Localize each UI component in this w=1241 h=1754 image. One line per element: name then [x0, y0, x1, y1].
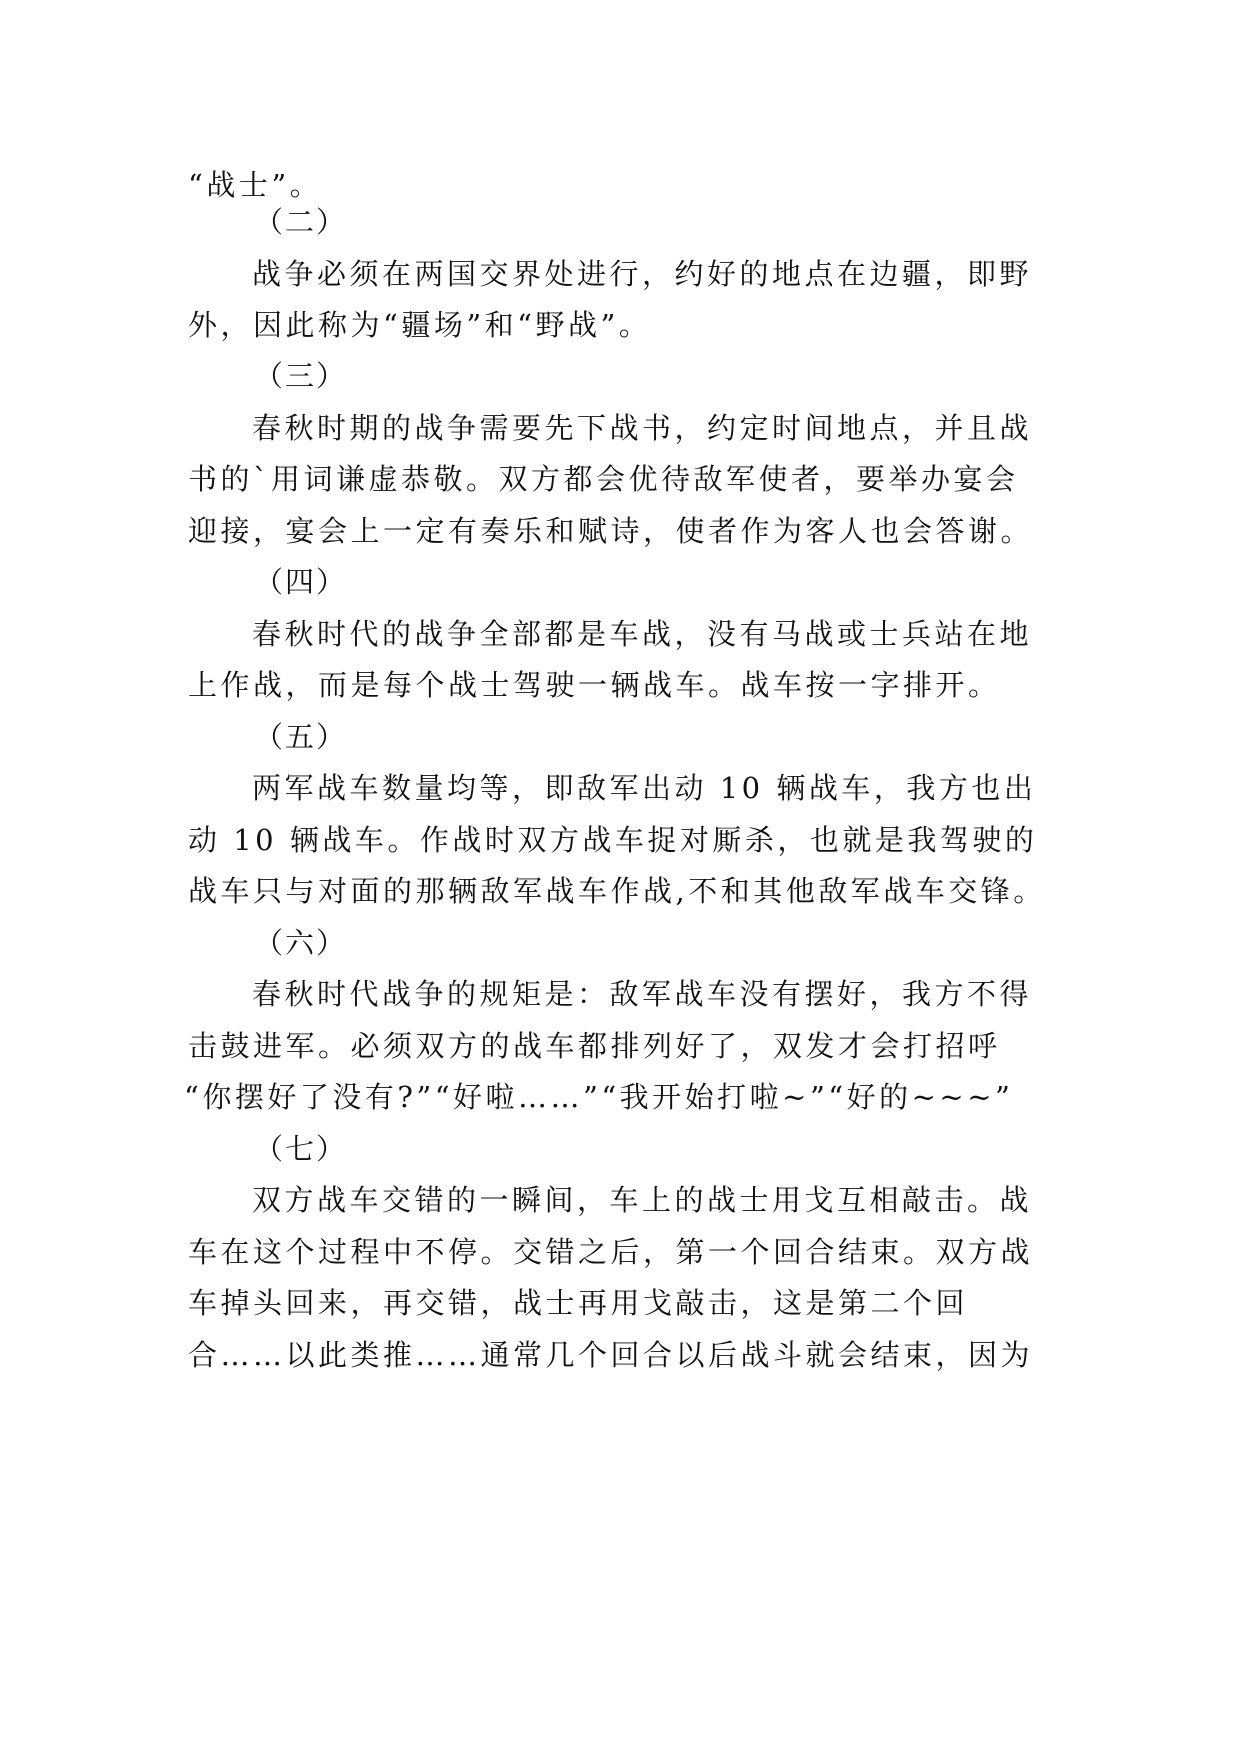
paragraph-line: 战争必须在两国交界处进行，约好的地点在边疆，即野 — [252, 257, 1033, 291]
paragraph-line: 书的`用词谦虚恭敬。双方都会优待敌军使者，要举办宴会 — [188, 462, 1019, 496]
paragraph-line: 战车只与对面的那辆敌军战车作战,不和其他敌军战车交锋。 — [188, 874, 1046, 908]
section-heading-7: （七） — [254, 1132, 348, 1166]
paragraph-line: 双方战车交错的一瞬间，车上的战士用戈互相敲击。战 — [252, 1183, 1033, 1217]
section-heading-6: （六） — [254, 926, 348, 960]
paragraph-line: 击鼓进军。必须双方的战车都排列好了，双发才会打招呼 — [188, 1029, 1001, 1063]
paragraph-line: 春秋时代的战争全部都是车战，没有马战或士兵站在地 — [252, 617, 1033, 651]
paragraph-line: 外，因此称为“疆场”和“野战”。 — [188, 308, 652, 342]
paragraph-line: 动 10 辆战车。作战时双方战车捉对厮杀，也就是我驾驶的 — [188, 823, 1038, 857]
paragraph-line: 车掉头回来，再交错，战士再用戈敲击，这是第二个回 — [188, 1286, 969, 1320]
section-heading-2: （二） — [254, 205, 348, 239]
paragraph-line: 春秋时代战争的规矩是：敌军战车没有摆好，我方不得 — [252, 977, 1033, 1011]
paragraph-line: 迎接，宴会上一定有奏乐和赋诗，使者作为客人也会答谢。 — [188, 514, 1034, 548]
paragraph-line: “你摆好了没有?”“好啦……”“我开始打啦~”“好的~~~” — [184, 1080, 1014, 1114]
paragraph-line: 车在这个过程中不停。交错之后，第一个回合结束。双方战 — [188, 1235, 1034, 1269]
paragraph-line: 合……以此类推……通常几个回合以后战斗就会结束，因为 — [188, 1338, 1034, 1372]
paragraph-line: “战士”。 — [188, 168, 323, 202]
section-heading-5: （五） — [254, 720, 348, 754]
section-heading-3: （三） — [254, 359, 348, 393]
section-heading-4: （四） — [254, 565, 348, 599]
paragraph-line: 两军战车数量均等，即敌军出动 10 辆战车，我方也出 — [252, 771, 1037, 805]
paragraph-line: 上作战，而是每个战士驾驶一辆战车。战车按一字排开。 — [188, 668, 1001, 702]
paragraph-line: 春秋时期的战争需要先下战书，约定时间地点，并且战 — [252, 411, 1033, 445]
